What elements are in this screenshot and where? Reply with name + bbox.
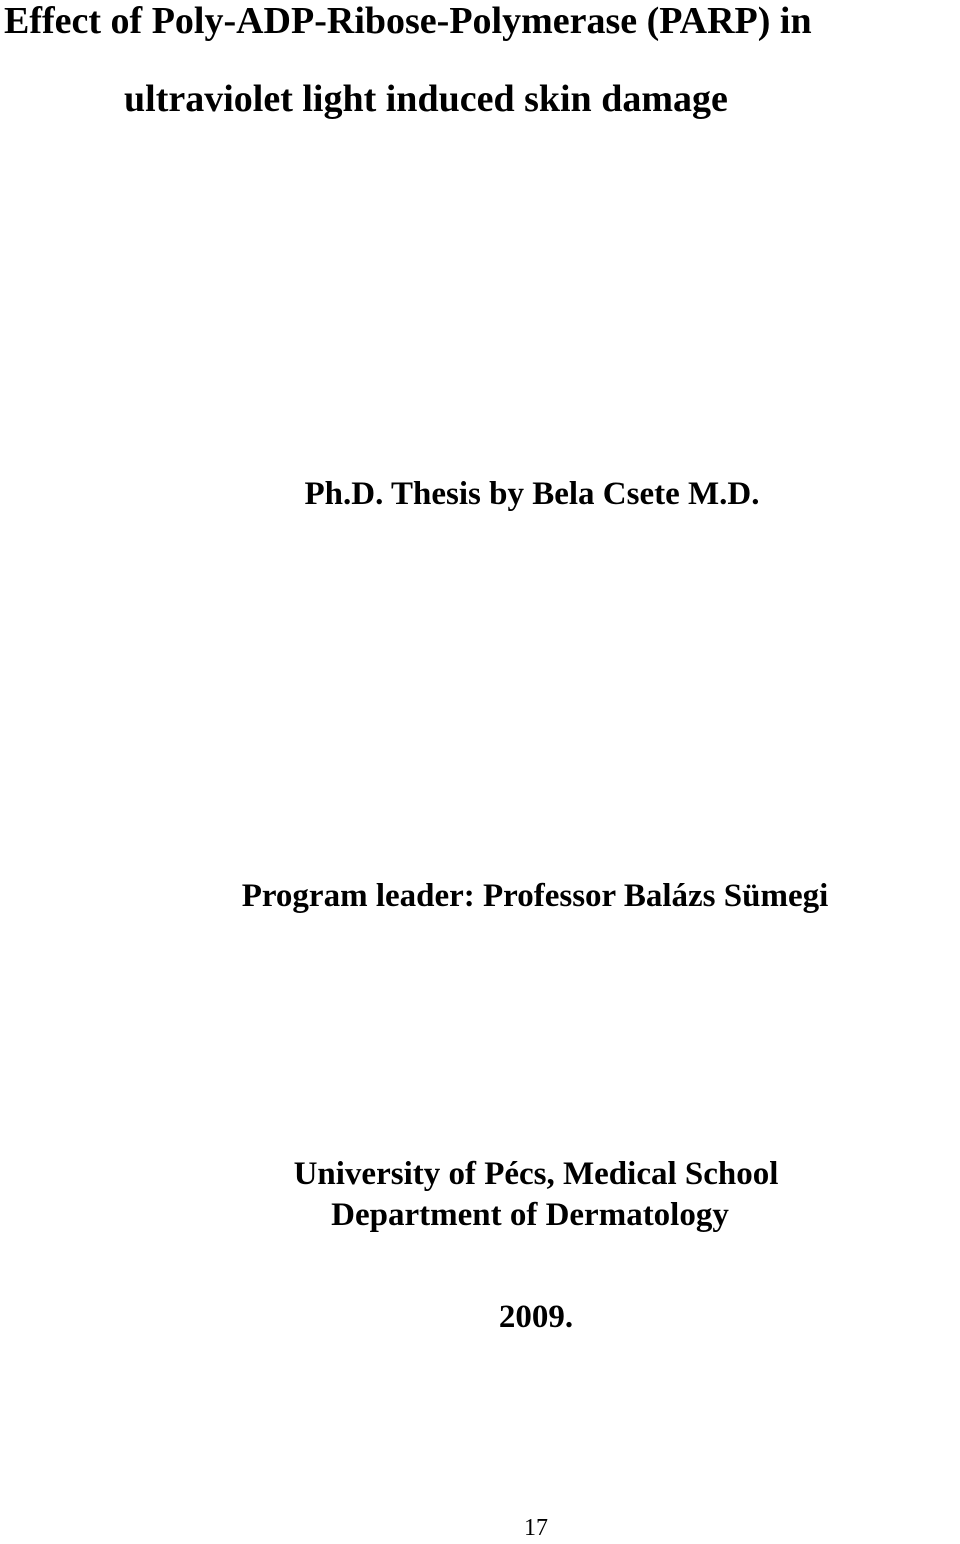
program-leader-line: Program leader: Professor Balázs Sümegi [241, 878, 829, 914]
page-number: 17 [524, 1515, 548, 1541]
university-line: University of Pécs, Medical School [293, 1156, 779, 1192]
thesis-author-line: Ph.D. Thesis by Bela Csete M.D. [304, 476, 760, 512]
title-line-2: ultraviolet light induced skin damage [124, 78, 728, 120]
department-line: Department of Dermatology [331, 1197, 729, 1233]
year-line: 2009. [498, 1299, 574, 1335]
title-line-1: Effect of Poly-ADP-Ribose-Polymerase (PARP) in [4, 0, 812, 42]
